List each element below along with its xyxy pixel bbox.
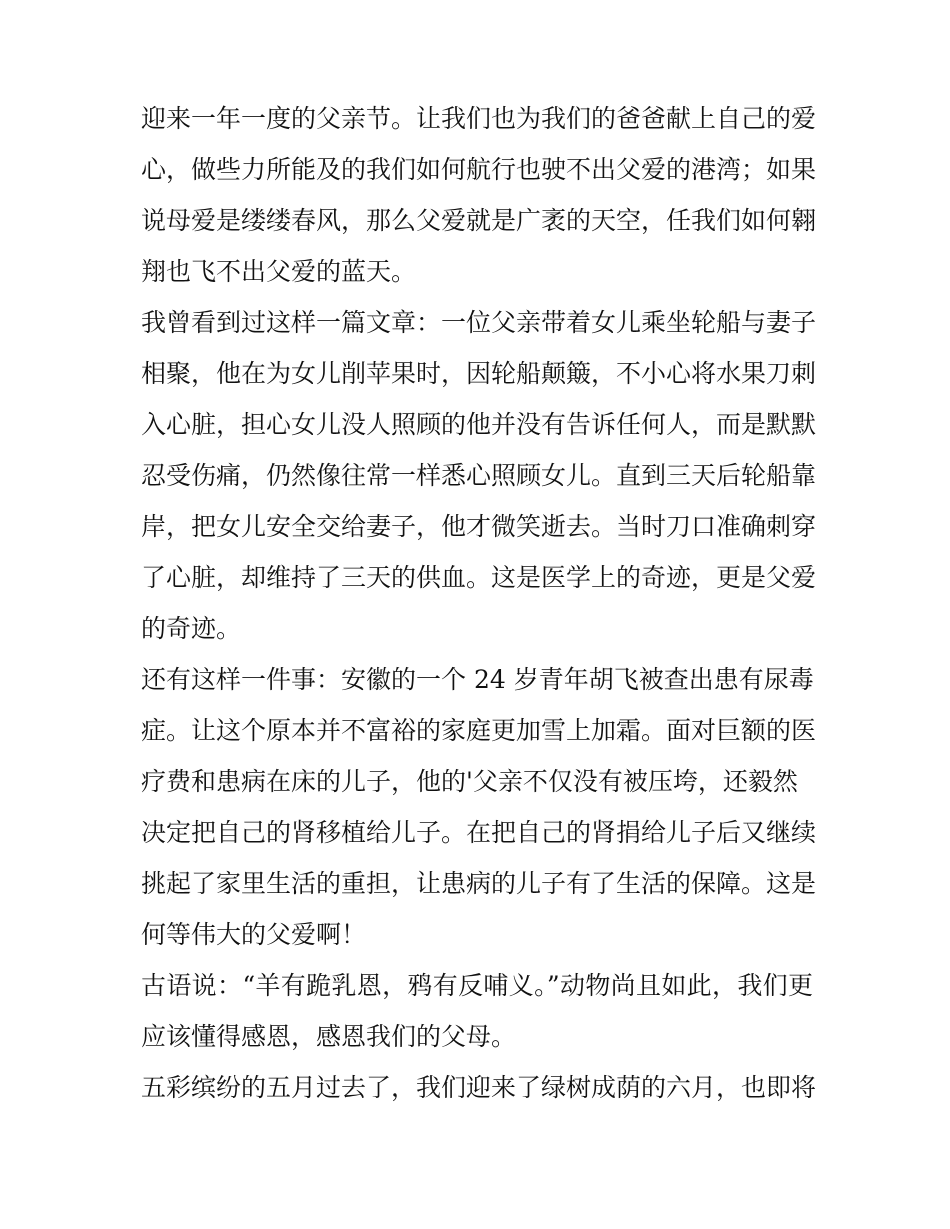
text-line: 岸，把女儿安全交给妻子，他才微笑逝去。当时刀口准确刺穿 (141, 512, 817, 541)
text-line: 翔也飞不出父爱的蓝天。 (141, 257, 417, 286)
text-line: 心，做些力所能及的我们如何航行也驶不出父爱的港湾；如果 (141, 155, 817, 184)
text-line: 症。让这个原本并不富裕的家庭更加雪上加霜。面对巨额的医 (141, 716, 817, 745)
text-line: 何等伟大的父爱啊！ (141, 920, 367, 949)
text-line: 疗费和患病在床的儿子，他的'父亲不仅没有被压垮，还毅然 (141, 767, 798, 796)
text-line: 决定把自己的肾移植给儿子。在把自己的肾捐给儿子后又继续 (141, 818, 817, 847)
text-line: 相聚，他在为女儿削苹果时，因轮船颠簸，不小心将水果刀刺 (141, 359, 817, 388)
document-body (141, 104, 817, 1126)
text-line: 忍受伤痛，仍然像往常一样悉心照顾女儿。直到三天后轮船靠 (141, 461, 817, 490)
text-line: 五彩缤纷的五月过去了，我们迎来了绿树成荫的六月，也即将 (141, 1073, 817, 1102)
text-line: 我曾看到过这样一篇文章：一位父亲带着女儿乘坐轮船与妻子 (141, 308, 817, 337)
text-line: 迎来一年一度的父亲节。让我们也为我们的爸爸献上自己的爱 (141, 104, 817, 133)
text-line: 说母爱是缕缕春风，那么父爱就是广袤的天空，任我们如何翱 (141, 206, 817, 235)
text-line: 古语说：“羊有跪乳恩，鸦有反哺义。”动物尚且如此，我们更 (141, 971, 813, 1000)
text-line: 了心脏，却维持了三天的供血。这是医学上的奇迹，更是父爱 (141, 563, 817, 592)
text-line: 应该懂得感恩，感恩我们的父母。 (141, 1022, 517, 1051)
text-line: 的奇迹。 (141, 614, 242, 643)
text-line: 入心脏，担心女儿没人照顾的他并没有告诉任何人，而是默默 (141, 410, 817, 439)
text-line: 还有这样一件事：安徽的一个 24 岁青年胡飞被查出患有尿毒 (141, 665, 814, 694)
text-line: 挑起了家里生活的重担，让患病的儿子有了生活的保障。这是 (141, 869, 817, 898)
